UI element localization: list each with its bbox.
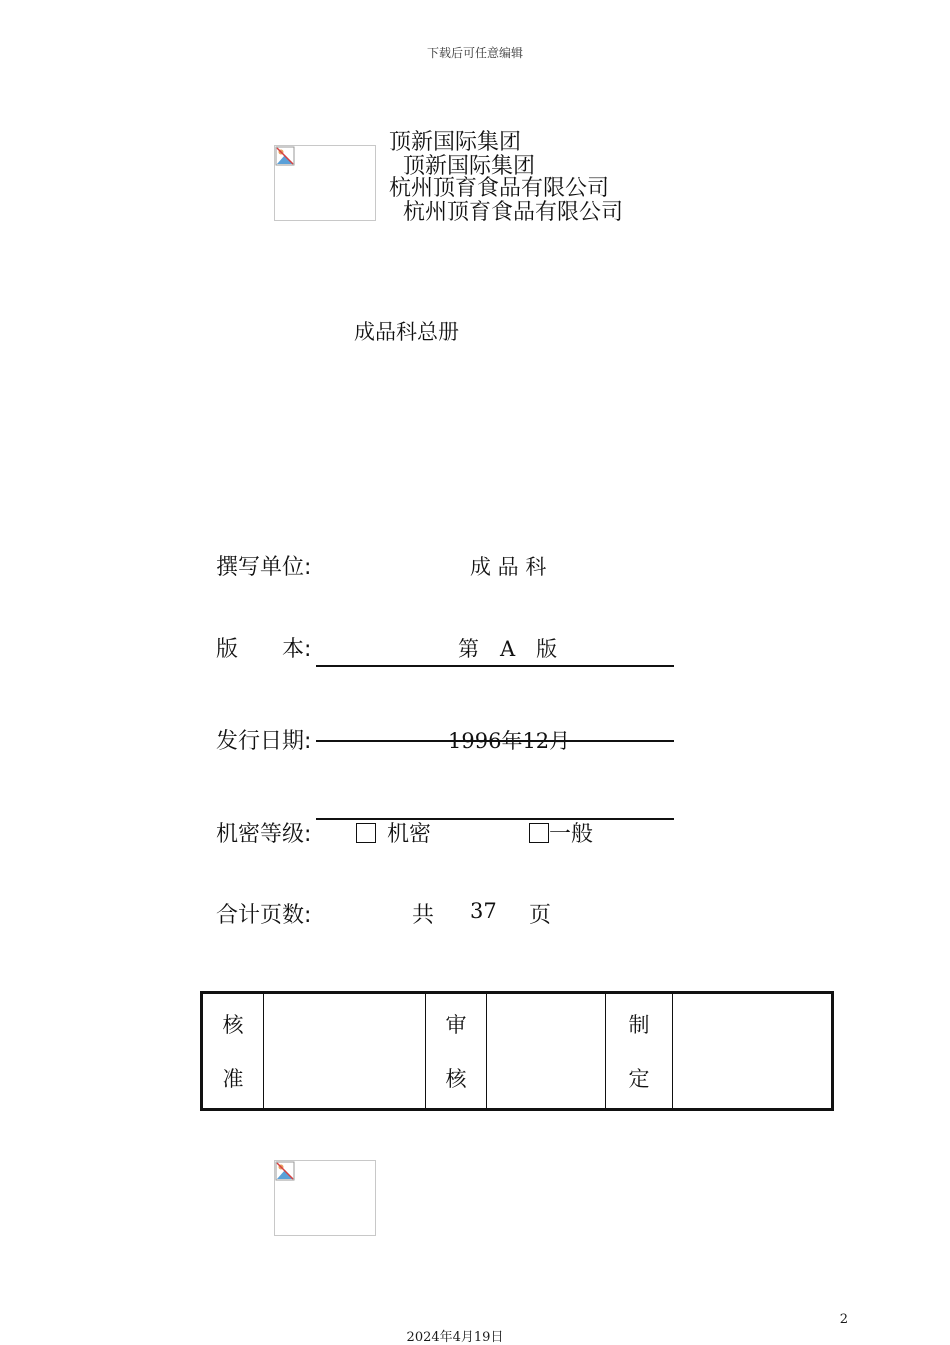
review-char-2: 核 bbox=[445, 1067, 467, 1091]
issue-date-label: 发行日期: bbox=[216, 729, 312, 754]
document-title: 成品科总册 bbox=[354, 320, 459, 344]
version-label: 版 本: bbox=[216, 637, 312, 662]
prepare-char-1: 制 bbox=[628, 1013, 650, 1037]
review-label-cell bbox=[426, 993, 487, 1110]
total-pages-count: 37 bbox=[470, 899, 497, 923]
approve-char-1: 核 bbox=[222, 1013, 244, 1037]
total-pages-suffix: 页 bbox=[529, 903, 552, 928]
version-underline bbox=[316, 665, 674, 667]
prepare-signature-cell bbox=[673, 993, 833, 1110]
review-char-1: 审 bbox=[445, 1013, 467, 1037]
total-pages-label: 合计页数: bbox=[216, 903, 312, 928]
prepare-char-2: 定 bbox=[628, 1067, 650, 1091]
author-unit-label: 撰写单位: bbox=[216, 555, 312, 580]
bottom-image bbox=[274, 1160, 376, 1236]
review-signature-cell bbox=[487, 993, 606, 1110]
approve-signature-cell bbox=[264, 993, 426, 1110]
issue-date-value: 1996年12月 bbox=[448, 729, 571, 753]
author-unit-value: 成 品 科 bbox=[470, 555, 547, 579]
footer-date: 2024年4月19日 bbox=[406, 1330, 504, 1345]
group-name-shadow: 顶新国际集团 bbox=[403, 154, 536, 179]
issue-date-strike-line bbox=[316, 740, 674, 742]
company-name-shadow: 杭州顶育食品有限公司 bbox=[403, 200, 624, 225]
checkbox-icon[interactable] bbox=[529, 823, 549, 843]
total-pages-prefix: 共 bbox=[412, 903, 435, 928]
page-number: 2 bbox=[839, 1312, 848, 1327]
group-name: 顶新国际集团 bbox=[389, 130, 522, 155]
signoff-table bbox=[200, 991, 834, 1111]
version-value: 第 A 版 bbox=[458, 637, 558, 661]
confidentiality-option-general[interactable] bbox=[529, 817, 593, 848]
company-logo-image bbox=[274, 145, 376, 221]
company-name: 杭州顶育食品有限公司 bbox=[389, 176, 610, 201]
prepare-label-cell bbox=[606, 993, 673, 1110]
broken-image-icon bbox=[275, 1161, 295, 1181]
approve-char-2: 准 bbox=[222, 1067, 244, 1091]
general-option-label: 一般 bbox=[549, 822, 594, 847]
header-note: 下载后可任意编辑 bbox=[426, 46, 523, 60]
confidentiality-label: 机密等级: bbox=[216, 822, 312, 847]
secret-option-label: 机密 bbox=[387, 822, 432, 847]
broken-image-icon bbox=[275, 146, 295, 166]
confidentiality-option-secret[interactable] bbox=[356, 817, 431, 848]
checkbox-icon[interactable] bbox=[356, 823, 376, 843]
approve-label-cell bbox=[202, 993, 264, 1110]
